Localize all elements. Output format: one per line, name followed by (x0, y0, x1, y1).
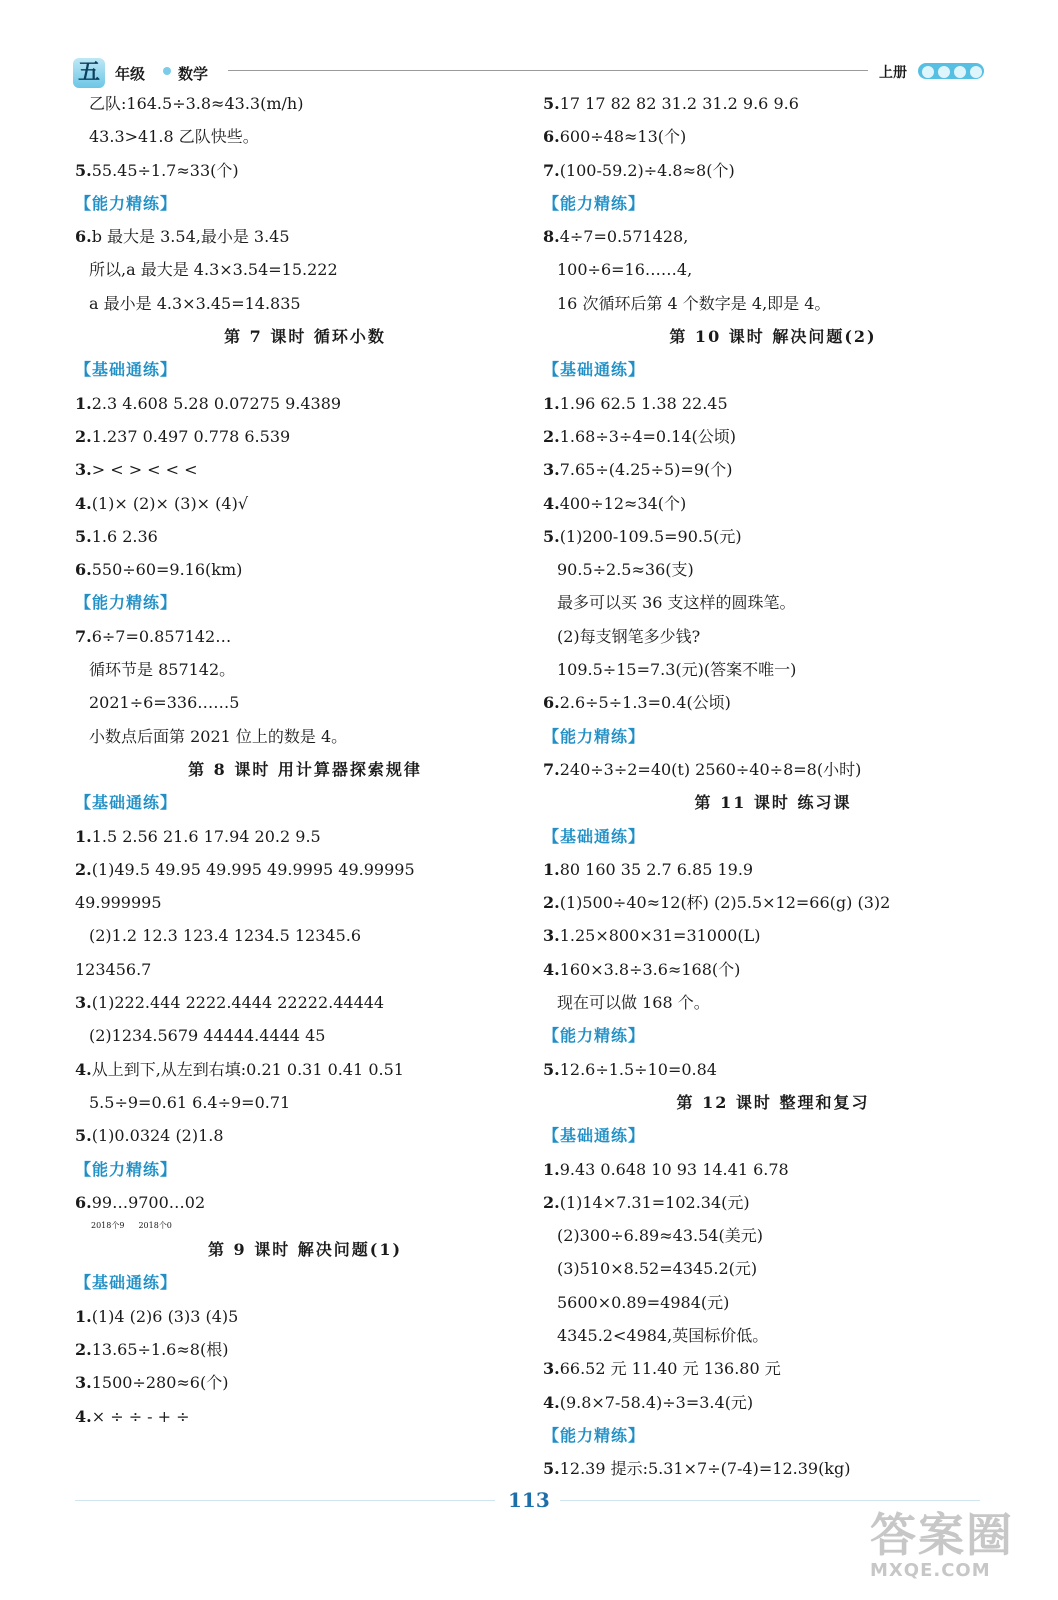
answer-line (75, 488, 535, 521)
question-number: 1. (543, 859, 560, 879)
answer-line (543, 521, 1003, 554)
answer-text: 43.3>41.8 乙队快些。 (89, 127, 259, 147)
lesson-title: 第 8 课时 用计算器探索规律 (188, 759, 422, 779)
answer-text: 4÷7=0.571428, (559, 227, 689, 247)
question-number: 4. (75, 1406, 92, 1426)
question-number: 3. (75, 993, 92, 1013)
answer-text: 1.25×800×31=31000(L) (559, 926, 761, 946)
answer-line (543, 887, 1003, 920)
answer-line (543, 1453, 1003, 1486)
volume-label: 上册 (879, 65, 907, 81)
answer-text: 90.5÷2.5≈36(支) (557, 560, 694, 580)
lesson-title: 第 9 课时 解决问题(1) (207, 1240, 403, 1260)
answer-line (543, 288, 1003, 321)
answer-text: 从上到下,从左到右填:0.21 0.31 0.41 0.51 (91, 1059, 404, 1079)
watermark (870, 1510, 1040, 1590)
question-number: 6. (543, 693, 560, 713)
answer-text: 13.65÷1.6≈8(根) (91, 1339, 229, 1359)
answer-text: (1)49.5 49.95 49.995 49.9995 49.99995 (91, 859, 415, 879)
question-number: 2. (75, 1339, 92, 1359)
footer-divider-left (75, 1500, 495, 1501)
section-heading (75, 1267, 535, 1300)
question-number: 7. (75, 626, 92, 646)
question-number: 1. (543, 393, 560, 413)
section-heading (543, 1420, 1003, 1453)
answer-text: > < > < < < (91, 460, 198, 480)
question-number: 5. (543, 1059, 560, 1079)
answer-text: 1500÷280≈6(个) (91, 1373, 229, 1393)
question-number: 5. (543, 94, 560, 113)
answer-text: 7.65÷(4.25÷5)=9(个) (559, 460, 733, 480)
answer-line (543, 654, 1003, 687)
question-number: 4. (543, 493, 560, 513)
answer-text: 99…9700…02 (91, 1192, 206, 1212)
answer-text: (1)4 (2)6 (3)3 (4)5 (91, 1306, 239, 1326)
answer-line (543, 854, 1003, 887)
answer-text: 4345.2<4984,英国标价低。 (557, 1325, 769, 1345)
question-number: 5. (75, 1126, 92, 1146)
answer-line (75, 821, 535, 854)
answer-text: 1.237 0.497 0.778 6.539 (91, 426, 291, 446)
section-heading (543, 1120, 1003, 1153)
section-heading (75, 188, 535, 221)
answer-line (543, 1220, 1003, 1253)
question-number: 1. (75, 393, 92, 413)
section-heading-label: 【基础通练】 (75, 360, 178, 380)
lesson-title: 第 11 课时 练习课 (694, 793, 852, 813)
answer-text: 16 次循环后第 4 个数字是 4,即是 4。 (557, 293, 831, 313)
section-heading-label: 【能力精练】 (543, 726, 646, 746)
grade-badge: 五 (73, 58, 105, 88)
answer-line (543, 454, 1003, 487)
left-column (75, 88, 535, 1434)
question-number: 2. (543, 1192, 560, 1212)
answer-text: × ÷ ÷ - + ÷ (91, 1406, 190, 1426)
answer-text: 66.52 元 11.40 元 136.80 元 (559, 1359, 781, 1379)
answer-text: 2.3 4.608 5.28 0.07275 9.4389 (91, 393, 342, 413)
question-number: 7. (543, 759, 560, 779)
answer-line (75, 254, 535, 287)
section-heading (543, 821, 1003, 854)
question-number: 4. (75, 1059, 92, 1079)
question-number: 6. (543, 127, 560, 147)
answer-line (75, 1401, 535, 1434)
answer-text: 1.6 2.36 (91, 526, 158, 546)
answer-line (75, 554, 535, 587)
answer-text: 2.6÷5÷1.3=0.4(公顷) (559, 693, 731, 713)
section-heading-label: 【基础通练】 (543, 1126, 646, 1146)
answer-text: 160×3.8÷3.6≈168(个) (559, 959, 741, 979)
answer-text: 9.43 0.648 10 93 14.41 6.78 (559, 1159, 789, 1179)
answer-text: 1.96 62.5 1.38 22.45 (559, 393, 728, 413)
answer-text: 49.999995 (75, 893, 162, 913)
question-number: 2. (75, 426, 92, 446)
question-number: 8. (543, 227, 560, 247)
section-heading-label: 【能力精练】 (75, 1159, 178, 1179)
answer-line (543, 1253, 1003, 1286)
answer-text: 2021÷6=336……5 (89, 693, 240, 713)
brace-annotation (75, 1220, 535, 1234)
answer-text: 17 17 82 82 31.2 31.2 9.6 9.6 (559, 94, 799, 113)
question-number: 1. (75, 826, 92, 846)
answer-line (543, 1320, 1003, 1353)
answer-text: 最多可以买 36 支这样的圆珠笔。 (557, 593, 796, 613)
answer-line (543, 1287, 1003, 1320)
answer-text: 109.5÷15=7.3(元)(答案不唯一) (557, 660, 797, 680)
question-number: 7. (543, 160, 560, 180)
question-number: 3. (543, 1359, 560, 1379)
answer-line (543, 221, 1003, 254)
answer-line (75, 1301, 535, 1334)
section-heading-label: 【基础通练】 (543, 360, 646, 380)
answer-text: 6÷7=0.857142… (91, 626, 232, 646)
answer-line (75, 521, 535, 554)
answer-line (75, 88, 535, 121)
section-heading (75, 1154, 535, 1187)
question-number: 6. (75, 1192, 92, 1212)
answer-line (543, 88, 1003, 121)
answer-text: 80 160 35 2.7 6.85 19.9 (559, 859, 754, 879)
answer-text: (2)1.2 12.3 123.4 1234.5 12345.6 (89, 926, 362, 946)
answer-line (75, 621, 535, 654)
answer-line (75, 288, 535, 321)
answer-line (75, 654, 535, 687)
answer-text: 1.68÷3÷4=0.14(公顷) (559, 426, 737, 446)
watermark-title: 答案圈 (870, 1508, 1014, 1562)
answer-line (543, 155, 1003, 188)
answer-text: 240÷3÷2=40(t) 2560÷40÷8=8(小时) (559, 759, 862, 779)
grade-label: 年级 (115, 65, 146, 83)
answer-text: 循环节是 857142。 (89, 660, 236, 680)
subject-label: 数学 (178, 65, 209, 83)
section-heading (75, 354, 535, 387)
answer-text: (1)14×7.31=102.34(元) (559, 1192, 750, 1212)
answer-text: (100-59.2)÷4.8≈8(个) (559, 160, 735, 180)
answer-line (543, 954, 1003, 987)
answer-line (75, 155, 535, 188)
answer-text: b 最大是 3.54,最小是 3.45 (91, 227, 290, 247)
answer-line (75, 920, 535, 953)
question-number: 6. (75, 227, 92, 247)
answer-line (543, 1154, 1003, 1187)
section-heading (75, 587, 535, 620)
header-divider (228, 70, 868, 71)
answer-text: 1.5 2.56 21.6 17.94 20.2 9.5 (91, 826, 321, 846)
answer-text: (2)300÷6.89≈43.54(美元) (557, 1226, 763, 1246)
answer-line (75, 1187, 535, 1220)
dot-icon (163, 67, 171, 75)
question-number: 5. (543, 526, 560, 546)
answer-line (75, 1020, 535, 1053)
question-number: 2. (75, 859, 92, 879)
answer-line (543, 621, 1003, 654)
answer-line (75, 1367, 535, 1400)
answer-line (75, 1334, 535, 1367)
section-heading (75, 787, 535, 820)
section-heading (543, 1020, 1003, 1053)
answer-text: 600÷48≈13(个) (559, 127, 687, 147)
section-heading-label: 【基础通练】 (75, 793, 178, 813)
answer-line (543, 587, 1003, 620)
answer-text: (2)每支钢笔多少钱? (557, 626, 701, 646)
question-number: 3. (543, 926, 560, 946)
answer-text: 所以,a 最大是 4.3×3.54=15.222 (89, 260, 338, 280)
answer-text: (1)500÷40≈12(杯) (2)5.5×12=66(g) (3)2 (559, 893, 891, 913)
answer-text: (1)0.0324 (2)1.8 (91, 1126, 224, 1146)
answer-text: 400÷12≈34(个) (559, 493, 687, 513)
question-number: 4. (543, 959, 560, 979)
answer-text: 5.5÷9=0.61 6.4÷9=0.71 (89, 1092, 291, 1112)
answer-line (543, 254, 1003, 287)
answer-text: 123456.7 (75, 959, 152, 979)
answer-line (543, 488, 1003, 521)
question-number: 5. (75, 526, 92, 546)
question-number: 5. (543, 1459, 560, 1479)
answer-text: (1)× (2)× (3)× (4)√ (91, 493, 249, 513)
section-heading (543, 188, 1003, 221)
answer-line (75, 121, 535, 154)
answer-line (75, 887, 535, 920)
answer-line (75, 454, 535, 487)
answer-text: 乙队:164.5÷3.8≈43.3(m/h) (89, 94, 304, 113)
watermark-url: MXQE.COM (870, 1560, 991, 1581)
answer-text: (3)510×8.52=4345.2(元) (557, 1259, 758, 1279)
answer-text: a 最小是 4.3×3.45=14.835 (89, 293, 301, 313)
right-column (543, 88, 1003, 1486)
answer-text: 小数点后面第 2021 位上的数是 4。 (89, 726, 348, 746)
footer-divider-right (560, 1500, 980, 1501)
answer-line (75, 687, 535, 720)
answer-line (75, 1054, 535, 1087)
answer-line (543, 1387, 1003, 1420)
section-heading-label: 【能力精练】 (543, 1026, 646, 1046)
answer-text: 550÷60=9.16(km) (91, 560, 243, 580)
answer-line (543, 388, 1003, 421)
answer-line (543, 1187, 1003, 1220)
question-number: 3. (75, 1373, 92, 1393)
series-logo-icon (918, 63, 984, 79)
question-number: 2. (543, 893, 560, 913)
section-heading-label: 【能力精练】 (543, 193, 646, 213)
answer-line (75, 221, 535, 254)
section-heading-label: 【基础通练】 (543, 826, 646, 846)
question-number: 3. (75, 460, 92, 480)
answer-text: 5600×0.89=4984(元) (557, 1292, 730, 1312)
answer-text: 12.39 提示:5.31×7÷(7-4)=12.39(kg) (559, 1459, 851, 1479)
answer-line (75, 421, 535, 454)
answer-line (75, 987, 535, 1020)
answer-text: 55.45÷1.7≈33(个) (91, 160, 239, 180)
answer-text: (1)200-109.5=90.5(元) (559, 526, 742, 546)
answer-line (543, 421, 1003, 454)
section-heading-label: 【能力精练】 (75, 593, 178, 613)
page-number: 113 (508, 1488, 550, 1512)
answer-text: 100÷6=16……4, (557, 260, 693, 280)
answer-text: 现在可以做 168 个。 (557, 993, 710, 1013)
brace-note-nines: 2018个9 (91, 1221, 125, 1231)
section-heading (543, 354, 1003, 387)
answer-text: (9.8×7-58.4)÷3=3.4(元) (559, 1392, 754, 1412)
answer-line (543, 1054, 1003, 1087)
lesson-title: 第 10 课时 解决问题(2) (669, 327, 877, 347)
question-number: 4. (75, 493, 92, 513)
answer-line (75, 721, 535, 754)
question-number: 3. (543, 460, 560, 480)
answer-text: (2)1234.5679 44444.4444 45 (89, 1026, 326, 1046)
answer-line (75, 1120, 535, 1153)
answer-line (75, 954, 535, 987)
question-number: 4. (543, 1392, 560, 1412)
section-heading-label: 【能力精练】 (75, 193, 178, 213)
section-heading (543, 721, 1003, 754)
question-number: 6. (75, 560, 92, 580)
section-heading-label: 【能力精练】 (543, 1425, 646, 1445)
question-number: 1. (543, 1159, 560, 1179)
page-header (0, 0, 1058, 90)
lesson-title: 第 12 课时 整理和复习 (676, 1092, 870, 1112)
answer-line (75, 1087, 535, 1120)
question-number: 1. (75, 1306, 92, 1326)
question-number: 2. (543, 426, 560, 446)
answer-line (543, 754, 1003, 787)
answer-line (75, 388, 535, 421)
answer-line (75, 854, 535, 887)
answer-line (543, 554, 1003, 587)
answer-line (543, 920, 1003, 953)
answer-text: (1)222.444 2222.4444 22222.44444 (91, 993, 385, 1013)
answer-line (543, 121, 1003, 154)
brace-note-zeros: 2018个0 (138, 1221, 172, 1231)
section-heading-label: 【基础通练】 (75, 1273, 178, 1293)
answer-line (543, 987, 1003, 1020)
answer-text: 12.6÷1.5÷10=0.84 (559, 1059, 717, 1079)
answer-line (543, 687, 1003, 720)
lesson-title: 第 7 课时 循环小数 (224, 327, 386, 347)
answer-line (543, 1353, 1003, 1386)
question-number: 5. (75, 160, 92, 180)
